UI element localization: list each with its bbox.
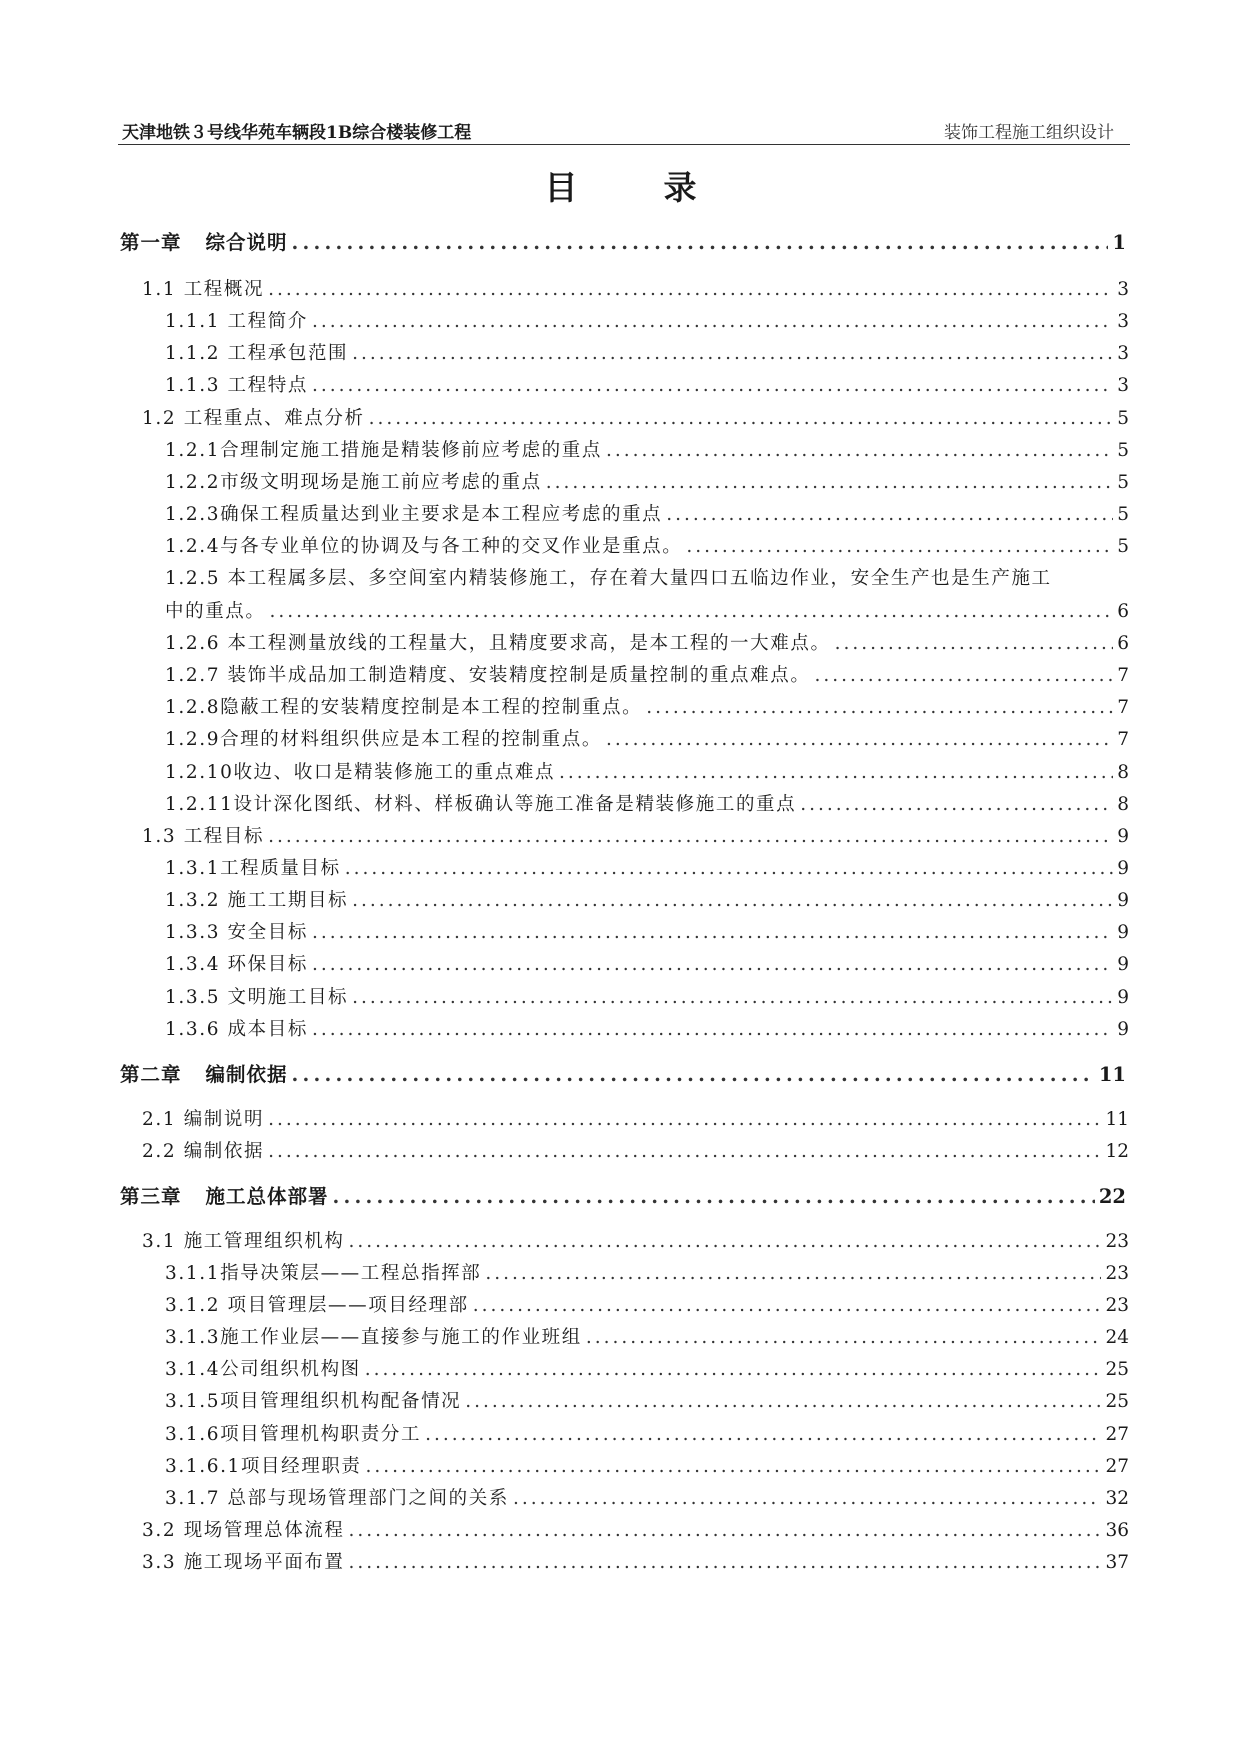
page-number: 5 (1117, 408, 1129, 429)
leader-dots (513, 1484, 1101, 1514)
toc-entry[interactable] (165, 790, 1129, 820)
entry-label: 1.2.1合理制定施工措施是精装修前应考虑的重点 (165, 440, 602, 461)
chapter-number: 第三章 (120, 1185, 182, 1208)
entry-label-continuation: 中的重点。 (165, 601, 266, 622)
leader-dots (485, 1259, 1101, 1289)
leader-dots (365, 1355, 1102, 1385)
entry-label: 3.3 施工现场平面布置 (142, 1552, 345, 1573)
toc-entry[interactable] (165, 725, 1129, 755)
page-number: 32 (1105, 1488, 1129, 1509)
toc-entry[interactable] (165, 307, 1129, 337)
toc-entry[interactable] (142, 822, 1129, 852)
chapter-number: 第一章 (120, 231, 182, 254)
leader-dots (686, 532, 1113, 562)
leader-dots (268, 1137, 1101, 1167)
leader-dots (268, 822, 1113, 852)
leader-dots (646, 693, 1113, 723)
toc-entry[interactable] (165, 1291, 1129, 1321)
leader-dots (559, 758, 1113, 788)
entry-label: 1.2 工程重点、难点分析 (142, 408, 365, 429)
project-title: 天津地铁３号线华苑车辆段1B综合楼装修工程 (122, 123, 472, 143)
entry-label: 3.1 施工管理组织机构 (142, 1231, 345, 1252)
entry-label: 2.1 编制说明 (142, 1109, 265, 1130)
page-number: 23 (1105, 1231, 1129, 1252)
entry-label: 1.1.2 工程承包范围 (165, 343, 349, 364)
toc-entry[interactable] (165, 629, 1129, 659)
toc-entry[interactable] (165, 339, 1129, 369)
chapter-title: 综合说明 (205, 231, 288, 254)
page-number: 27 (1105, 1456, 1129, 1477)
entry-label: 3.1.5项目管理组织机构配备情况 (165, 1391, 462, 1412)
toc-entry[interactable] (142, 1548, 1129, 1578)
entry-label: 3.1.3施工作业层——直接参与施工的作业班组 (165, 1327, 582, 1348)
document-type: 装饰工程施工组织设计 (944, 123, 1114, 143)
leader-dots (352, 886, 1113, 916)
toc-entry[interactable] (165, 468, 1129, 498)
page-number: 6 (1117, 633, 1129, 654)
toc-entry[interactable] (165, 597, 1129, 627)
leader-dots (349, 1516, 1102, 1546)
chapter-title: 编制依据 (205, 1063, 288, 1086)
page-header (118, 112, 1130, 145)
page-number: 5 (1117, 536, 1129, 557)
entry-label: 1.3.4 环保目标 (165, 954, 308, 975)
page-number: 7 (1117, 729, 1129, 750)
leader-dots (292, 1060, 1095, 1090)
leader-dots (814, 661, 1113, 691)
toc-entry[interactable] (165, 1452, 1129, 1482)
toc-entry[interactable] (165, 436, 1129, 466)
page-number: 1 (1112, 231, 1126, 254)
entry-label: 1.3 工程目标 (142, 826, 265, 847)
page-number: 9 (1117, 858, 1129, 879)
toc-entry[interactable] (165, 661, 1129, 691)
entry-label: 3.1.4公司组织机构图 (165, 1359, 361, 1380)
toc-entry[interactable] (165, 758, 1129, 788)
entry-label: 1.2.3确保工程质量达到业主要求是本工程应考虑的重点 (165, 504, 663, 525)
entry-label: 1.3.2 施工工期目标 (165, 890, 349, 911)
toc-entry[interactable] (142, 1137, 1129, 1167)
toc-entry[interactable] (142, 1105, 1129, 1135)
toc-entry[interactable] (165, 1259, 1129, 1289)
entry-label: 1.2.2市级文明现场是施工前应考虑的重点 (165, 472, 542, 493)
leader-dots (835, 629, 1114, 659)
toc-chapter-1[interactable] (120, 228, 1126, 258)
leader-dots (352, 983, 1113, 1013)
chapter-number: 第二章 (120, 1063, 182, 1086)
page-number: 23 (1105, 1263, 1129, 1284)
page-number: 11 (1098, 1063, 1126, 1086)
page-number: 12 (1105, 1141, 1129, 1162)
leader-dots (473, 1291, 1102, 1321)
entry-label: 1.3.3 安全目标 (165, 922, 308, 943)
leader-dots (800, 790, 1113, 820)
leader-dots (312, 950, 1113, 980)
toc-entry[interactable] (165, 532, 1129, 562)
page-number: 25 (1105, 1359, 1129, 1380)
leader-dots (369, 404, 1114, 434)
page-number: 7 (1117, 697, 1129, 718)
entry-label: 1.2.4与各专业单位的协调及与各工种的交叉作业是重点。 (165, 536, 683, 557)
leader-dots (366, 1452, 1102, 1482)
page-number: 24 (1105, 1327, 1129, 1348)
toc-entry[interactable] (165, 1420, 1129, 1450)
toc-entry[interactable] (142, 404, 1129, 434)
leader-dots (333, 1182, 1095, 1212)
page-number: 25 (1105, 1391, 1129, 1412)
entry-label: 3.1.2 项目管理层——项目经理部 (165, 1295, 469, 1316)
toc-entry[interactable] (165, 500, 1129, 530)
page-number: 7 (1117, 665, 1129, 686)
page-number: 3 (1117, 311, 1129, 332)
chapter-title: 施工总体部署 (205, 1185, 329, 1208)
entry-label: 1.3.1工程质量目标 (165, 858, 341, 879)
page-number: 9 (1117, 890, 1129, 911)
leader-dots (268, 1105, 1101, 1135)
leader-dots (352, 339, 1113, 369)
entry-label: 2.2 编制依据 (142, 1141, 265, 1162)
toc-entry[interactable] (165, 950, 1129, 980)
entry-label: 1.2.7 装饰半成品加工制造精度、安装精度控制是质量控制的重点难点。 (165, 665, 811, 686)
toc-entry[interactable] (165, 1015, 1129, 1045)
toc-title-part1: 目 (544, 168, 578, 207)
entry-label: 3.1.7 总部与现场管理部门之间的关系 (165, 1488, 509, 1509)
entry-label: 3.1.6项目管理机构职责分工 (165, 1424, 422, 1445)
page-number: 23 (1105, 1295, 1129, 1316)
page-number: 27 (1105, 1424, 1129, 1445)
leader-dots (270, 597, 1114, 627)
toc-entry[interactable] (142, 1516, 1129, 1546)
page-number: 5 (1117, 504, 1129, 525)
leader-dots (312, 918, 1113, 948)
toc-title (0, 162, 1241, 209)
entry-label: 3.1.1指导决策层——工程总指挥部 (165, 1263, 482, 1284)
page-number: 8 (1117, 794, 1129, 815)
leader-dots (546, 468, 1114, 498)
toc-entry[interactable] (165, 1387, 1129, 1417)
leader-dots (345, 854, 1114, 884)
leader-dots (312, 1015, 1113, 1045)
toc-chapter-2[interactable] (120, 1060, 1126, 1090)
toc-entry[interactable] (165, 1484, 1129, 1514)
toc-title-part2: 录 (663, 168, 697, 207)
page-number: 9 (1117, 826, 1129, 847)
toc-chapter-3[interactable] (120, 1182, 1126, 1212)
entry-label: 1.1.1 工程简介 (165, 311, 308, 332)
page-number: 22 (1098, 1185, 1126, 1208)
leader-dots (666, 500, 1113, 530)
toc-entry[interactable] (165, 983, 1129, 1013)
leader-dots (606, 725, 1113, 755)
toc-entry[interactable] (165, 371, 1129, 401)
leader-dots (349, 1227, 1102, 1257)
page-number: 36 (1105, 1520, 1129, 1541)
leader-dots (586, 1323, 1102, 1353)
leader-dots (606, 436, 1113, 466)
leader-dots (292, 228, 1109, 258)
leader-dots (425, 1420, 1101, 1450)
entry-label: 1.2.10收边、收口是精装修施工的重点难点 (165, 762, 556, 783)
leader-dots (349, 1548, 1102, 1578)
entry-label: 1.2.6 本工程测量放线的工程量大，且精度要求高，是本工程的一大难点。 (165, 633, 831, 654)
toc-entry[interactable] (165, 693, 1129, 723)
page-number: 3 (1117, 375, 1129, 396)
toc-entry[interactable] (165, 918, 1129, 948)
page-number: 5 (1117, 440, 1129, 461)
page-number: 5 (1117, 472, 1129, 493)
toc-entry[interactable] (165, 854, 1129, 884)
entry-label: 1.2.11设计深化图纸、材料、样板确认等施工准备是精装修施工的重点 (165, 794, 797, 815)
page-number: 3 (1117, 343, 1129, 364)
entry-label: 1.2.8隐蔽工程的安装精度控制是本工程的控制重点。 (165, 697, 643, 718)
toc-entry[interactable] (142, 1227, 1129, 1257)
page-number: 8 (1117, 762, 1129, 783)
entry-label: 3.2 现场管理总体流程 (142, 1520, 345, 1541)
toc-entry-line1[interactable]: 1.2.5 本工程属多层、多空间室内精装修施工，存在着大量四口五临边作业，安全生产也是生产施工 (165, 568, 1052, 589)
page-number: 3 (1117, 279, 1129, 300)
page-number: 9 (1117, 987, 1129, 1008)
toc-entry[interactable] (165, 1355, 1129, 1385)
toc-entry[interactable] (165, 886, 1129, 916)
leader-dots (268, 275, 1113, 305)
page-number: 9 (1117, 1019, 1129, 1040)
leader-dots (312, 371, 1113, 401)
leader-dots (465, 1387, 1101, 1417)
page-number: 9 (1117, 954, 1129, 975)
entry-label: 1.3.5 文明施工目标 (165, 987, 349, 1008)
page-number: 6 (1117, 601, 1129, 622)
toc-entry[interactable] (165, 1323, 1129, 1353)
entry-label: 1.1 工程概况 (142, 279, 265, 300)
entry-label: 1.2.9合理的材料组织供应是本工程的控制重点。 (165, 729, 602, 750)
entry-label: 3.1.6.1项目经理职责 (165, 1456, 362, 1477)
leader-dots (312, 307, 1113, 337)
page-number: 9 (1117, 922, 1129, 943)
entry-label: 1.1.3 工程特点 (165, 375, 308, 396)
toc-entry[interactable] (142, 275, 1129, 305)
page-number: 37 (1105, 1552, 1129, 1573)
page-number: 11 (1105, 1109, 1129, 1130)
entry-label: 1.3.6 成本目标 (165, 1019, 308, 1040)
